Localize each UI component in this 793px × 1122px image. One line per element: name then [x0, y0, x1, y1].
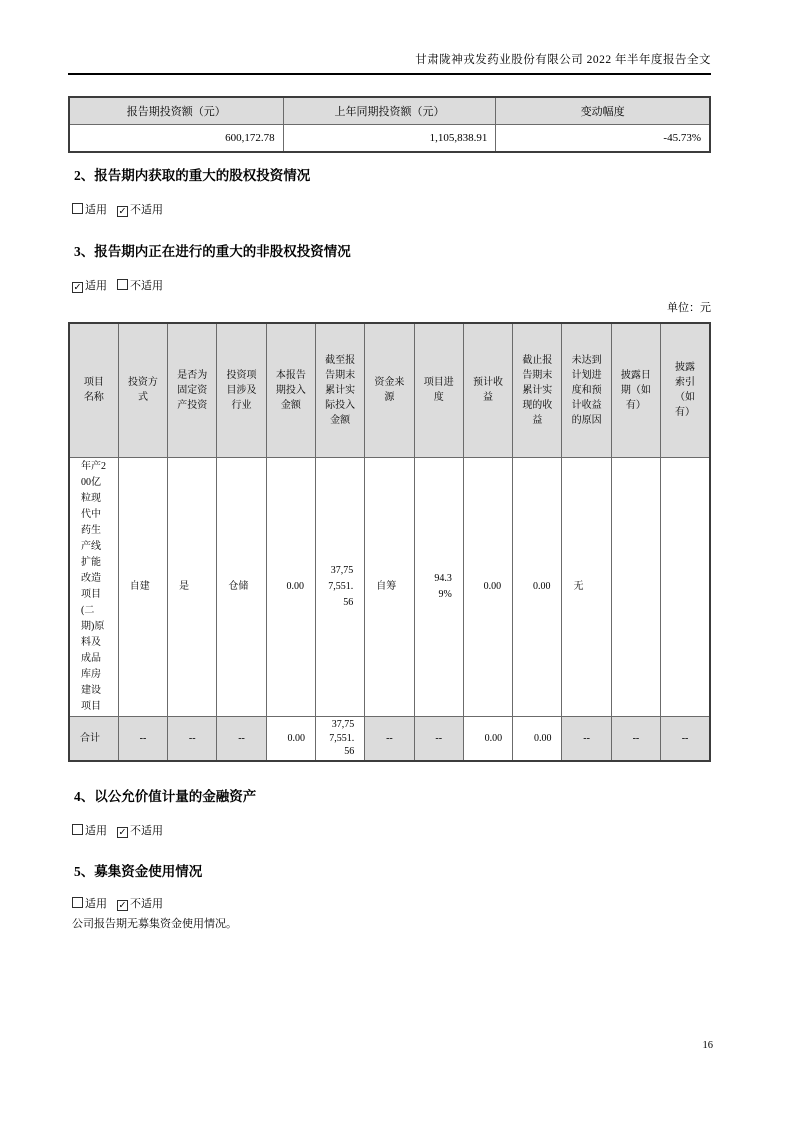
- value-report-period-investment: 600,172.78: [69, 125, 283, 153]
- section-2-applicability: [72, 201, 173, 217]
- not-applicable-label: 不适用: [130, 825, 163, 837]
- project-row-cell: 0.00: [266, 457, 315, 716]
- project-row: [69, 457, 710, 716]
- project-row-cell: 0.00: [513, 457, 562, 716]
- col-cumulative-amount: 截至报告期末累计实际投入金额: [315, 323, 364, 457]
- header-rule: [68, 73, 711, 75]
- total-row-cell: --: [611, 716, 660, 761]
- page-number: 16: [702, 1040, 713, 1051]
- applicable-label: 适用: [85, 825, 107, 837]
- col-report-period-investment: 报告期投资额（元）: [69, 97, 283, 125]
- total-row-cell: --: [168, 716, 217, 761]
- section-3-heading: 3、报告期内正在进行的重大的非股权投资情况: [74, 244, 351, 259]
- applicable-label: 适用: [85, 204, 107, 216]
- section-4-heading: 4、以公允价值计量的金融资产: [74, 789, 257, 804]
- unit-label: 单位：元: [667, 302, 711, 314]
- col-prior-period-investment: 上年同期投资额（元）: [283, 97, 496, 125]
- col-shortfall-reason: 未达到计划进度和预计收益的原因: [562, 323, 611, 457]
- checkbox-not-applicable-icon: [117, 279, 128, 290]
- not-applicable-label: 不适用: [130, 280, 163, 292]
- project-row-cell: 自建: [118, 457, 167, 716]
- checkbox-applicable-icon: ✓: [73, 282, 82, 293]
- section-2-heading: 2、报告期内获取的重大的股权投资情况: [74, 168, 311, 183]
- col-period-amount: 本报告期投入金额: [266, 323, 315, 457]
- col-disclosure-index: 披露索引（如有）: [661, 323, 710, 457]
- project-row-cell: 自筹: [365, 457, 414, 716]
- total-row-cell: 0.00: [266, 716, 315, 761]
- section-5-note: 公司报告期无募集资金使用情况。: [72, 918, 237, 930]
- page-header-title: 甘肃陇神戎发药业股份有限公司 2022 年半年度报告全文: [415, 54, 711, 66]
- project-row-cell: [611, 457, 660, 716]
- total-row-cell: 37,757,551.56: [315, 716, 364, 761]
- section-5-heading: 5、募集资金使用情况: [74, 864, 203, 879]
- total-row-cell: --: [562, 716, 611, 761]
- applicable-label: 适用: [85, 898, 107, 910]
- project-row-cell: 仓储: [217, 457, 266, 716]
- projects-header-row: [69, 323, 710, 457]
- total-row-cell: 合计: [69, 716, 118, 761]
- section-4-applicability: [72, 822, 173, 838]
- total-row-cell: --: [414, 716, 463, 761]
- summary-value-row: [69, 125, 710, 153]
- col-change-rate: 变动幅度: [496, 97, 710, 125]
- col-is-fixed-asset: 是否为固定资产投资: [168, 323, 217, 457]
- project-row-cell: 年产200亿粒现代中药生产线扩能改造项目(二期)原料及成品库房建设项目: [69, 457, 118, 716]
- section-5-applicability: [72, 895, 173, 911]
- checkbox-not-applicable-icon: ✓: [118, 827, 127, 838]
- col-expected-return: 预计收益: [463, 323, 512, 457]
- total-row: [69, 716, 710, 761]
- checkbox-applicable-icon: [72, 203, 83, 214]
- col-progress: 项目进度: [414, 323, 463, 457]
- section-3-applicability: [72, 277, 173, 293]
- col-realized-return: 截止报告期末累计实现的收益: [513, 323, 562, 457]
- projects-table: [68, 322, 711, 762]
- col-project-name: 项目名称: [69, 323, 118, 457]
- value-change-rate: -45.73%: [496, 125, 710, 153]
- investment-summary-table: [68, 96, 711, 153]
- col-fund-source: 资金来源: [365, 323, 414, 457]
- summary-header-row: [69, 97, 710, 125]
- col-investment-method: 投资方式: [118, 323, 167, 457]
- total-row-cell: 0.00: [513, 716, 562, 761]
- total-row-cell: --: [118, 716, 167, 761]
- total-row-cell: --: [217, 716, 266, 761]
- total-row-cell: --: [661, 716, 710, 761]
- total-row-cell: 0.00: [463, 716, 512, 761]
- project-row-cell: 0.00: [463, 457, 512, 716]
- value-prior-period-investment: 1,105,838.91: [283, 125, 496, 153]
- not-applicable-label: 不适用: [130, 204, 163, 216]
- col-disclosure-date: 披露日期（如有）: [611, 323, 660, 457]
- col-industry: 投资项目涉及行业: [217, 323, 266, 457]
- project-row-cell: 37,757,551.56: [315, 457, 364, 716]
- project-row-cell: 94.39%: [414, 457, 463, 716]
- not-applicable-label: 不适用: [130, 898, 163, 910]
- applicable-label: 适用: [85, 280, 107, 292]
- project-row-cell: 无: [562, 457, 611, 716]
- project-row-cell: 是: [168, 457, 217, 716]
- total-row-cell: --: [365, 716, 414, 761]
- checkbox-not-applicable-icon: ✓: [118, 206, 127, 217]
- project-row-cell: [661, 457, 710, 716]
- checkbox-applicable-icon: [72, 824, 83, 835]
- checkbox-applicable-icon: [72, 897, 83, 908]
- checkbox-not-applicable-icon: ✓: [118, 900, 127, 911]
